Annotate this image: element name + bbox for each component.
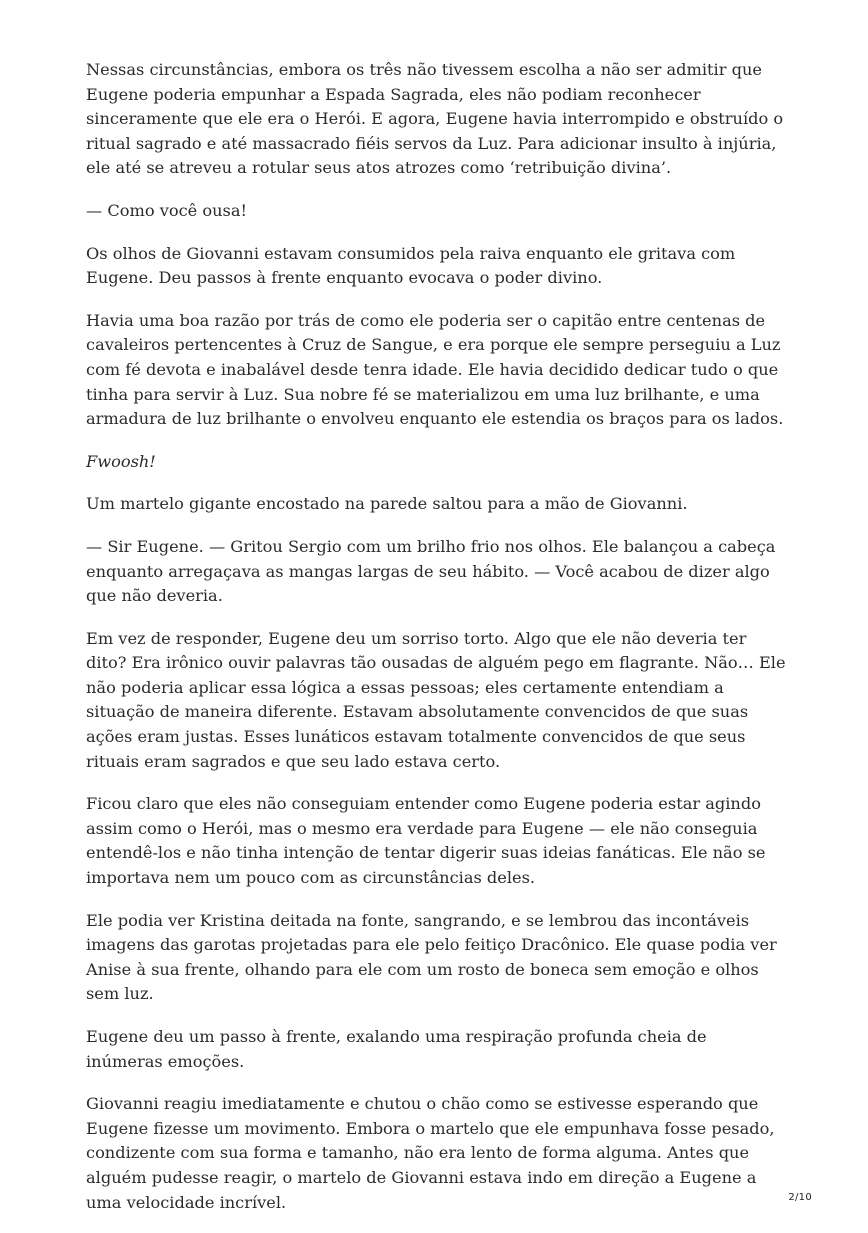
paragraph-10: Ele podia ver Kristina deitada na fonte, sangrando, e se lembrou das incontáveis imagens das garotas projetadas para ele pelo feitiço Dracônico. Ele quase podia ver Anise à sua frente, olhando para ele com um rosto de boneca sem emoção e olhos sem luz. xyxy=(86,910,777,1004)
paragraph-6: Um martelo gigante encostado na parede saltou para a mão de Giovanni. xyxy=(86,494,688,514)
paragraph-2: — Como você ousa! xyxy=(86,200,248,220)
paragraph-9: Ficou claro que eles não conseguiam entender como Eugene poderia estar agindo assim como o Herói, mas o mesmo era verdade para Eugene — ele não conseguia entendê-los e não tinha intenção de tentar digerir suas ideias fanáticas. Ele não se importava nem um pouco com as circunstâncias deles. xyxy=(86,794,766,888)
paragraph-11: Eugene deu um passo à frente, exalando uma respiração profunda cheia de inúmeras emoções. xyxy=(86,1027,707,1071)
paragraph-3: Os olhos de Giovanni estavam consumidos pela raiva enquanto ele gritava com Eugene. Deu passos à frente enquanto evocava o poder divino. xyxy=(86,243,736,288)
paragraph-8: Em vez de responder, Eugene deu um sorriso torto. Algo que ele não deveria ter dito? Era irônico ouvir palavras tão ousadas de alguém pego em flagrante. Não… Ele não poderia aplicar essa lógica a essas pessoas; eles certamente entendiam a situação de maneira diferente. Estavam absolutamente convencidos de que suas ações eram justas. Esses lunáticos estavam totalmente convencidos de que seus rituais eram sagrados e que seu lado estava certo. xyxy=(86,628,786,771)
document-page xyxy=(86,58,786,1233)
paragraph-1: Nessas circunstâncias, embora os três não tivessem escolha a não ser admitir que Eugene poderia empunhar a Espada Sagrada, eles não podiam reconhecer sinceramente que ele era o Herói. E agora, Eugene havia interrompido e obstruído o ritual sagrado e até massacrado fiéis servos da Luz. Para adicionar insulto à injúria, ele até se atreveu a rotular seus atos atrozes como ‘retribuição divina’. xyxy=(86,60,784,178)
paragraph-5-sound-effect: Fwoosh! xyxy=(86,451,156,471)
paragraph-12: Giovanni reagiu imediatamente e chutou o chão como se estivesse esperando que Eugene fizesse um movimento. Embora o martelo que ele empunhava fosse pesado, condizente com sua forma e tamanho, não era lento de forma alguma. Antes que alguém pudesse reagir, o martelo de Giovanni estava indo em direção a Eugene a uma velocidade incrível. xyxy=(86,1094,775,1212)
paragraph-7: — Sir Eugene. — Gritou Sergio com um brilho frio nos olhos. Ele balançou a cabeça enquanto arregaçava as mangas largas de seu hábito. — Você acabou de dizer algo que não deveria. xyxy=(86,536,776,606)
page-number: 2/10 xyxy=(788,1192,812,1203)
paragraph-4: Havia uma boa razão por trás de como ele poderia ser o capitão entre centenas de cavaleiros pertencentes à Cruz de Sangue, e era porque ele sempre perseguiu a Luz com fé devota e inabalável desde tenra idade. Ele havia decidido dedicar tudo o que tinha para servir à Luz. Sua nobre fé se materializou em uma luz brilhante, e uma armadura de luz brilhante o envolveu enquanto ele estendia os braços para os lados. xyxy=(86,310,784,429)
